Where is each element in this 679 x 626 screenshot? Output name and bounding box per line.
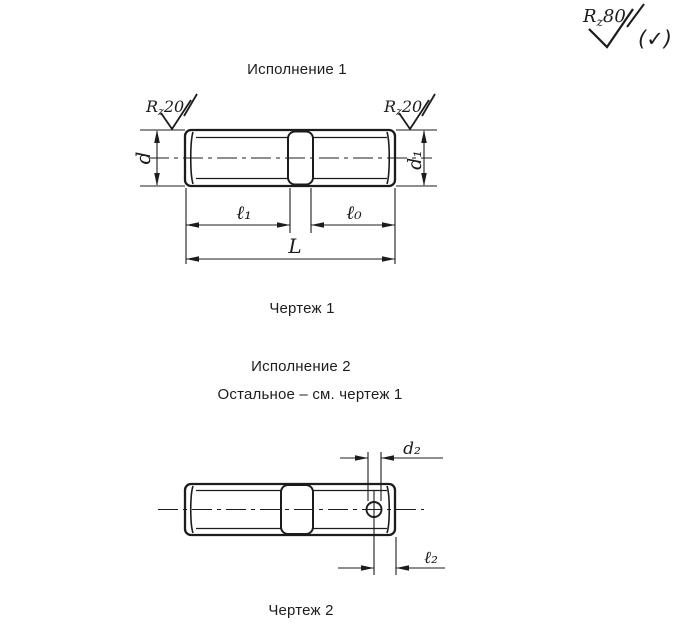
figure2-extension-lines	[368, 452, 396, 575]
dimension-l2	[338, 548, 445, 571]
dimension-L	[186, 234, 395, 262]
dimension-l2-label: ℓ₂	[424, 548, 438, 568]
dimension-l1-label: ℓ₁	[236, 202, 252, 224]
roughness-left-text: Rz20	[146, 97, 185, 118]
roughness-slash	[184, 94, 197, 116]
overall-roughness-text: $R_z80$	[583, 6, 626, 29]
dimension-d1	[404, 130, 427, 186]
dimension-d1-label: d₁	[404, 150, 426, 170]
figure1-title: Исполнение 1	[247, 61, 347, 78]
bracketed-check-icon: (✓)	[638, 27, 672, 51]
figure2-note: Остальное – см. чертеж 1	[217, 386, 403, 403]
overall-roughness-mark	[582, 4, 672, 51]
dimension-l0	[311, 202, 395, 228]
dimension-l0-label: ℓ₀	[346, 202, 362, 224]
dimension-d2-label: d₂	[403, 439, 421, 459]
dimension-d2	[340, 439, 443, 461]
figure2-caption: Чертеж 2	[268, 602, 334, 619]
figure1-drawing	[131, 94, 437, 264]
figure2-title: Исполнение 2	[251, 358, 351, 375]
figure2-drawing	[158, 439, 445, 575]
dimension-l1	[186, 202, 290, 228]
thread-minor-lines	[196, 491, 387, 529]
roughness-slash	[422, 94, 435, 116]
figure1-caption: Чертеж 1	[269, 300, 335, 317]
roughness-mark-right	[383, 94, 435, 129]
roughness-mark-left	[145, 94, 197, 129]
dimension-d-label: d	[131, 151, 155, 165]
roughness-right-text: Rz20	[384, 97, 423, 118]
dimension-L-label: L	[288, 234, 302, 258]
